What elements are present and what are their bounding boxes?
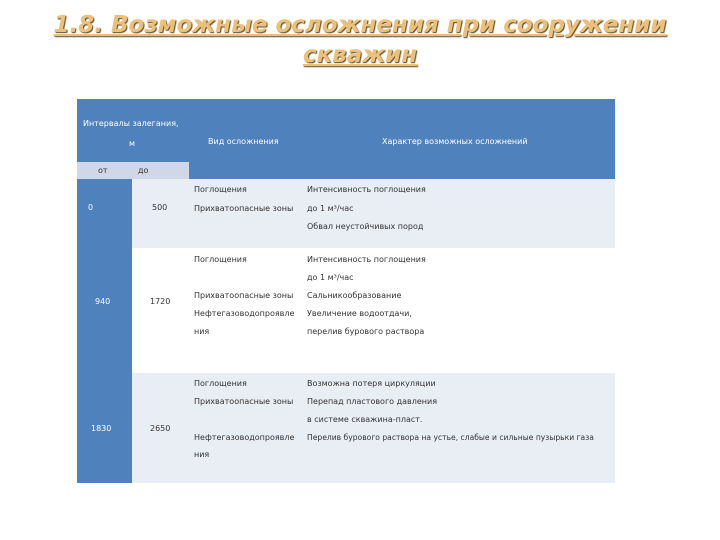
complications-table [77, 99, 615, 483]
row-2-from-value: 940 [95, 297, 111, 306]
row-3-to-value: 2650 [150, 424, 171, 433]
row-1-char-1: Интенсивность поглощения [307, 185, 426, 194]
row-2-char-3: Сальникообразование [307, 291, 402, 300]
row-2-type-1: Поглощения [194, 255, 247, 264]
row-3-char-3: в системе скважина-пласт. [307, 415, 423, 424]
row-3-type-1: Поглощения [194, 379, 247, 388]
row-2-type-cell [189, 248, 303, 373]
header-intervals-cell [77, 99, 189, 162]
row-3-from-cell [77, 373, 132, 483]
row-1-to-cell [132, 179, 189, 248]
row-2-type-2: Прихватоопасные зоны [194, 291, 294, 300]
page-title [0, 10, 720, 70]
row-3-type-2: Прихватоопасные зоны [194, 397, 294, 406]
row-3-characteristics-cell [303, 373, 615, 483]
row-2-type-4: ния [194, 327, 210, 336]
row-2-char-4: Увеличение водоотдачи, [307, 309, 412, 318]
row-1-char-3: Обвал неустойчивых пород [307, 222, 424, 231]
row-2-to-value: 1720 [150, 297, 171, 306]
header-to-cell [132, 162, 189, 179]
page-title-line-1: 1.8. Возможные осложнения при сооружении [53, 12, 667, 38]
row-3-type-cell [189, 373, 303, 483]
row-3-to-cell [132, 373, 189, 483]
header-characteristics-label: Характер возможных осложнений [382, 137, 528, 146]
row-3-type-3: Нефтегазоводопроявле [194, 433, 295, 442]
row-1-char-2: до 1 м³/час [307, 204, 354, 213]
row-1-type-1: Поглощения [194, 185, 247, 194]
header-from-cell [77, 162, 132, 179]
row-2-from-cell [77, 248, 132, 373]
header-from-label: от [98, 166, 108, 175]
header-intervals-label: Интервалы залегания, [83, 119, 179, 128]
row-1-to-value: 500 [152, 203, 168, 212]
header-characteristics-cell [303, 99, 615, 179]
row-1-characteristics-cell [303, 179, 615, 248]
row-3-char-1: Возможна потеря циркуляции [307, 379, 436, 388]
header-type-cell [189, 99, 303, 179]
row-2-characteristics-cell [303, 248, 615, 373]
row-3-type-4: ния [194, 450, 210, 459]
row-1-type-2: Прихватоопасные зоны [194, 204, 294, 213]
row-1-from-value: 0 [88, 203, 94, 212]
page-title-line-2: скважин [302, 42, 418, 68]
row-2-char-2: до 1 м³/час [307, 273, 354, 282]
row-2-char-5: перелив бурового раствора [307, 327, 425, 336]
header-intervals-unit: м [129, 139, 136, 148]
row-3-from-value: 1830 [91, 424, 112, 433]
header-to-label: до [138, 166, 149, 175]
row-2-to-cell [132, 248, 189, 373]
row-2-type-3: Нефтегазоводопроявле [194, 309, 295, 318]
row-1-type-cell [189, 179, 303, 248]
row-1-from-cell [77, 179, 132, 248]
row-2-char-1: Интенсивность поглощения [307, 255, 426, 264]
row-3-char-2: Перепад пластового давления [307, 397, 438, 406]
header-type-label: Вид осложнения [208, 137, 279, 146]
row-3-char-4: Перелив бурового раствора на устье, слабые и сильные пузырьки газа [307, 433, 594, 442]
